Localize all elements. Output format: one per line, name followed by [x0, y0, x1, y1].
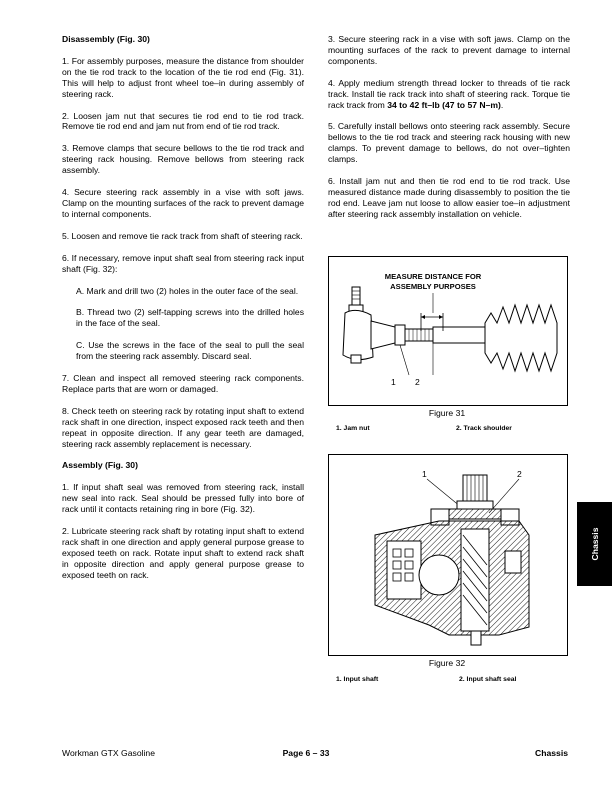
section-tab	[577, 502, 612, 586]
steering-rack-housing	[375, 521, 529, 645]
fig32-number-2: 2	[517, 469, 522, 479]
leader-input-shaft	[427, 479, 461, 507]
steering-rack-section-illustration	[329, 455, 567, 655]
assembly-step-4-text: 4. Apply medium strength thread locker to threads of tie rack track. Install tie rack track into shaft of steering rack. Torque tie rack track from	[328, 77, 570, 110]
disassembly-step-4: 4. Secure steering rack assembly in a vise with soft jaws. Clamp on the mounting surfaces of the rack to prevent damage to internal components.	[62, 187, 304, 219]
disassembly-step-8: 8. Check teeth on steering rack by rotating input shaft to extend rack shaft in one direction, inspect exposed rack teeth and then repeat in opposite direction. If any gear teeth are damaged, steering rack assembly replacement is necessary.	[62, 405, 304, 449]
figure-32-legend-1: 1. Input shaft	[336, 676, 379, 683]
disassembly-heading: Disassembly (Fig. 30)	[62, 34, 150, 44]
arrow-head-right	[439, 315, 443, 319]
bellows	[485, 305, 557, 371]
disassembly-step-2: 2. Loosen jam nut that secures tie rod end to tie rod track. Remove tie rod end and jam nut from end of tie rod track.	[62, 110, 304, 132]
disassembly-step-3: 3. Remove clamps that secure bellows to the tie rod track and steering rack housing. Remove bellows from steering rack assembly.	[62, 143, 304, 176]
assembly-step-4	[328, 78, 570, 111]
disassembly-step-5: 5. Loosen and remove tie rack track from shaft of steering rack.	[62, 230, 303, 241]
fig31-callout-line2: ASSEMBLY PURPOSES	[390, 282, 476, 291]
assembly-step-2: 2. Lubricate steering rack shaft by rotating input shaft to extend rack shaft in one direction and apply general purpose grease to exposed teeth on rack. Rotate input shaft to extend rack shaft in opposite direction and apply general purpose grease to exposed teeth on rack.	[62, 526, 304, 580]
assembly-step-3: 3. Secure steering rack in a vise with soft jaws. Clamp on the mounting surfaces of the rack to prevent damage to internal components.	[328, 34, 570, 66]
figure-31-legend-2: 2. Track shoulder	[456, 425, 512, 432]
footer-manual-title: Workman GTX Gasoline	[62, 748, 155, 758]
tie-rod-end	[343, 287, 395, 363]
input-shaft	[457, 475, 493, 509]
leader-1	[400, 345, 409, 375]
arrow-head-left	[421, 315, 425, 319]
disassembly-step-1: 1. For assembly purposes, measure the distance from shoulder on the tie rod track to the location of the tie rod end (Fig. 31). This will help to adjust front wheel toe–in during assembly of steering rack.	[62, 55, 304, 99]
assembly-step-6: 6. Install jam nut and then tie rod end to tie rod track. Use measured distance made during disassembly to position the tie rod end. Leave jam nut loose to allow easier toe–in adjustment after steering rack assembly installation on vehicle.	[328, 176, 570, 219]
tie-rod-illustration	[329, 257, 567, 405]
disassembly-step-6a: A. Mark and drill two (2) holes in the outer face of the seal.	[76, 285, 299, 296]
assembly-step-5: 5. Carefully install bellows onto steering rack assembly. Secure bellows to the tie rod track and steering rack housing with new clamps. To prevent damage to bellows, do not over–tighten clamps.	[328, 121, 570, 165]
torque-spec: 34 to 42 ft–lb (47 to 57 N–m)	[387, 99, 501, 110]
fig31-callout-line1: MEASURE DISTANCE FOR	[384, 272, 482, 281]
jam-nut	[395, 325, 405, 345]
assembly-heading: Assembly (Fig. 30)	[62, 460, 138, 471]
figure-32-caption: Figure 32	[428, 658, 466, 668]
disassembly-step-6b: B. Thread two (2) self-tapping screws into the drilled holes in the face of the seal.	[76, 307, 304, 329]
figure-31-legend-1: 1. Jam nut	[336, 425, 370, 432]
figure-32-legend-2: 2. Input shaft seal	[459, 676, 517, 683]
disassembly-step-6c: C. Use the screws in the face of the seal to pull the seal from the steering rack assembly. Discard seal.	[76, 340, 304, 362]
disassembly-step-6: 6. If necessary, remove input shaft seal from steering rack input shaft (Fig. 32):	[62, 252, 304, 274]
section-tab-label: Chassis	[589, 527, 600, 561]
fig31-number-2: 2	[415, 377, 420, 387]
assembly-step-4-end: .	[500, 99, 504, 110]
footer-section-name: Chassis	[535, 748, 568, 758]
fig31-number-1: 1	[391, 377, 396, 387]
figure-32-frame	[328, 454, 568, 656]
figure-31-frame	[328, 256, 568, 406]
assembly-step-1: 1. If input shaft seal was removed from steering rack, install new seal into rack. Seal should be pressed fully into bore of rack until it contacts retaining ring in bore (Fig. 32).	[62, 482, 304, 515]
footer-page-number: Page 6 – 33	[282, 748, 330, 758]
tie-rod-track	[405, 327, 485, 343]
left-column	[62, 34, 304, 592]
fig32-number-1: 1	[422, 469, 427, 479]
figure-31-caption: Figure 31	[428, 408, 466, 418]
disassembly-step-7: 7. Clean and inspect all removed steering rack components. Replace parts that are worn or damaged.	[62, 373, 304, 394]
right-column	[328, 34, 570, 231]
